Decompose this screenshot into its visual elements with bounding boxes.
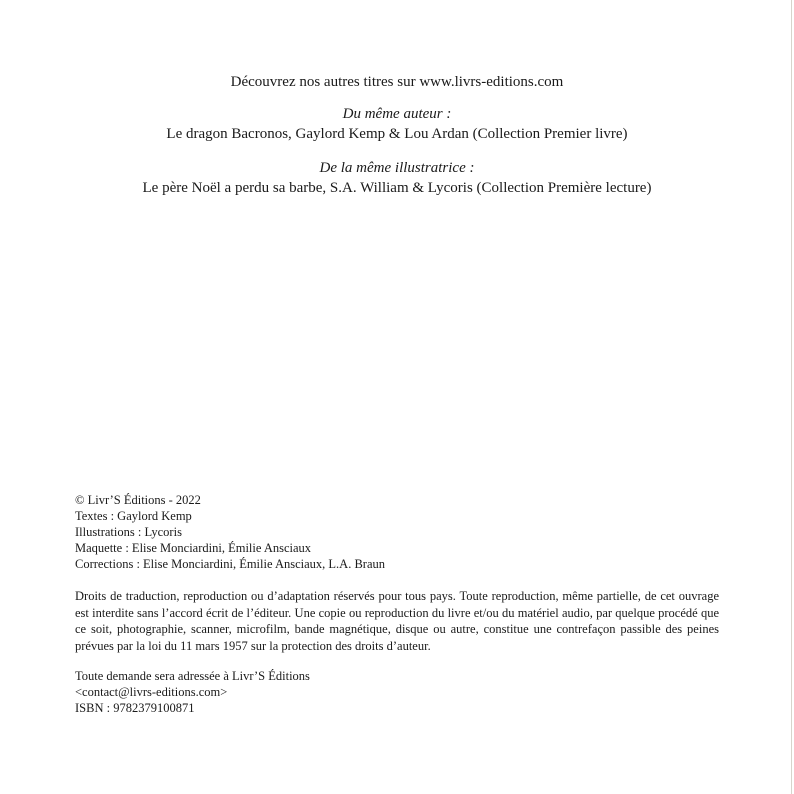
isbn-line: ISBN : 9782379100871 [75,701,195,715]
contact-email: <contact@livrs-editions.com> [75,685,228,699]
layout-credit: Maquette : Elise Monciardini, Émilie Ansciaux [75,541,312,555]
texts-credit: Textes : Gaylord Kemp [75,509,192,523]
request-line: Toute demande sera adressée à Livr’S Éditions [75,669,310,683]
contact-block [75,668,720,716]
other-titles-section [0,72,794,198]
discover-line: Découvrez nos autres titres sur www.livrs-editions.com [230,74,564,90]
same-author-title: Le dragon Bacronos, Gaylord Kemp & Lou Ardan (Collection Premier livre) [166,126,628,142]
same-illustrator-label: De la même illustratrice : [319,160,475,176]
rights-notice: Droits de traduction, reproduction ou d’adaptation réservés pour tous pays. Toute reproduction, même partielle, de cet ouvrage est interdite sans l’accord écrit de l’éditeur. Une copie ou reproduction du livre et/ou du matériel audio, par quelque procédé que ce soit, photographie, scanner, microfilm, bande magnétique, disque ou autre, constitue une contrefaçon passible des peines prévues par la loi du 11 mars 1957 sur la protection des droits d’auteur. [75,589,719,653]
illustrations-credit: Illustrations : Lycoris [75,525,182,539]
same-illustrator-title: Le père Noël a perdu sa barbe, S.A. William & Lycoris (Collection Première lecture) [142,180,652,196]
copyright-line: © Livr’S Éditions - 2022 [75,493,201,507]
same-author-label: Du même auteur : [342,106,452,122]
credits-block [75,492,720,572]
corrections-credit: Corrections : Elise Monciardini, Émilie Ansciaux, L.A. Braun [75,557,386,571]
